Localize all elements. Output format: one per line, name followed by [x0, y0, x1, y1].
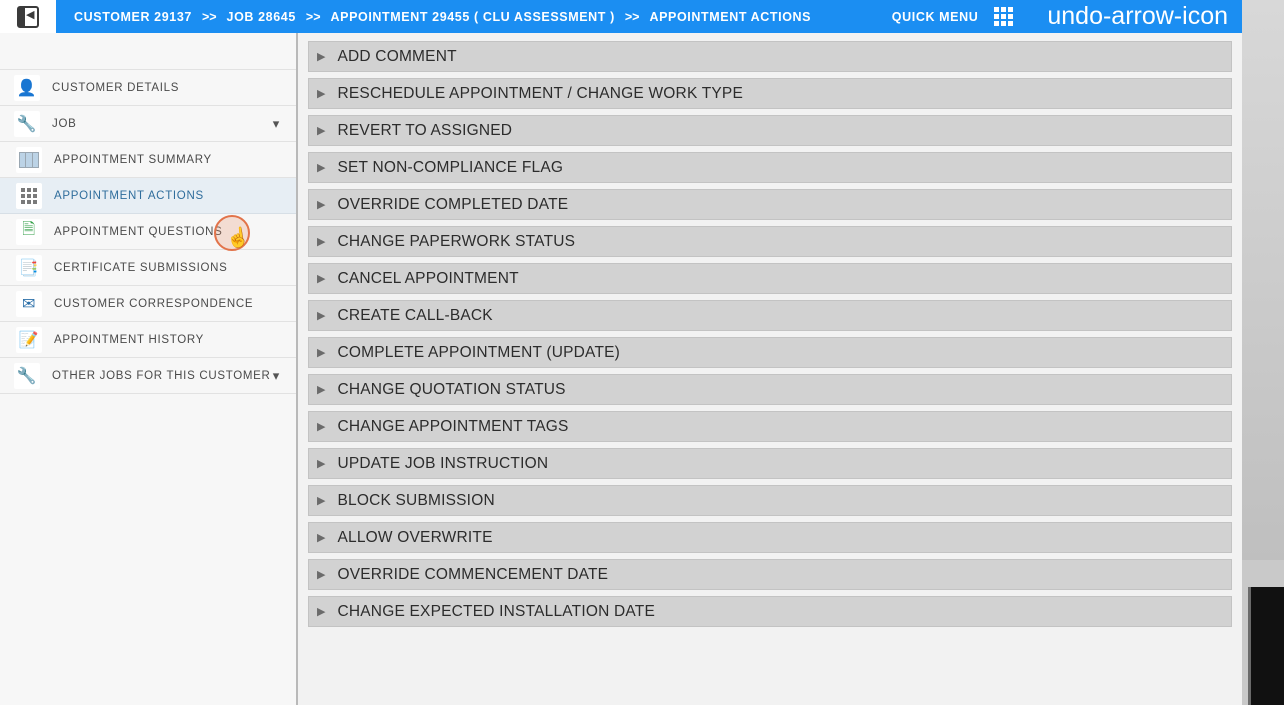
history-note-icon: 📝: [16, 327, 42, 353]
breadcrumb-separator: >>: [201, 9, 217, 24]
action-label: CANCEL APPOINTMENT: [337, 269, 519, 287]
action-label: COMPLETE APPOINTMENT (UPDATE): [337, 343, 621, 361]
breadcrumb: [56, 10, 892, 24]
action-row[interactable]: [308, 226, 1232, 257]
action-row[interactable]: [308, 411, 1232, 442]
action-row[interactable]: [308, 337, 1232, 368]
chevron-right-icon: ▶: [317, 347, 326, 359]
chevron-right-icon: ▶: [317, 606, 326, 618]
chevron-right-icon: ▶: [317, 88, 326, 100]
action-label: CREATE CALL-BACK: [337, 306, 493, 324]
action-row[interactable]: [308, 152, 1232, 183]
undo-arrow-icon[interactable]: undo-arrow-icon: [1047, 2, 1228, 30]
action-row[interactable]: [308, 374, 1232, 405]
chevron-down-icon[interactable]: ▾: [272, 367, 280, 383]
appointment-actions-list: [300, 33, 1242, 705]
breadcrumb-separator: >>: [305, 9, 321, 24]
breadcrumb-item-appointment-actions[interactable]: APPOINTMENT ACTIONS: [649, 9, 812, 24]
sidebar-item-appointment-questions[interactable]: [0, 214, 296, 250]
breadcrumb-item-job[interactable]: JOB 28645: [226, 9, 296, 24]
grid-glyph: [21, 188, 37, 204]
action-label: REVERT TO ASSIGNED: [337, 121, 513, 139]
chevron-right-icon: ▶: [317, 236, 326, 248]
chevron-right-icon: ▶: [317, 458, 326, 470]
breadcrumb-item-customer[interactable]: CUSTOMER 29137: [74, 9, 192, 24]
chevron-right-icon: ▶: [317, 273, 326, 285]
chevron-right-icon: ▶: [317, 162, 326, 174]
chevron-right-icon: ▶: [317, 569, 326, 581]
action-label: CHANGE APPOINTMENT TAGS: [337, 417, 569, 435]
action-label: OVERRIDE COMPLETED DATE: [337, 195, 569, 213]
action-row[interactable]: [308, 115, 1232, 146]
action-row[interactable]: [308, 189, 1232, 220]
edge-dark-block: [1248, 587, 1284, 705]
chevron-right-icon: ▶: [317, 51, 326, 63]
chevron-right-icon: ▶: [317, 199, 326, 211]
action-row[interactable]: [308, 522, 1232, 553]
chevron-right-icon: ▶: [317, 532, 326, 544]
certificate-icon: 📑: [16, 255, 42, 281]
action-label: BLOCK SUBMISSION: [337, 491, 495, 509]
chevron-down-icon[interactable]: ▾: [272, 115, 280, 131]
sidebar-item-label: OTHER JOBS FOR THIS CUSTOMER: [52, 369, 271, 382]
breadcrumb-item-appointment[interactable]: APPOINTMENT 29455 ( CLU ASSESSMENT ): [330, 9, 615, 24]
sidebar-item-label: CUSTOMER DETAILS: [52, 81, 180, 94]
person-icon: 👤: [14, 75, 40, 101]
action-label: CHANGE EXPECTED INSTALLATION DATE: [337, 602, 655, 620]
wrench-icon: 🔧: [14, 363, 40, 389]
columns-glyph: [19, 152, 39, 168]
chevron-right-icon: ▶: [317, 421, 326, 433]
action-label: UPDATE JOB INSTRUCTION: [337, 454, 549, 472]
action-label: CHANGE QUOTATION STATUS: [337, 380, 566, 398]
sidebar-item-certificate-submissions[interactable]: [0, 250, 296, 286]
window-right-edge: [1242, 0, 1284, 705]
action-label: RESCHEDULE APPOINTMENT / CHANGE WORK TYPE: [337, 84, 743, 102]
topbar-actions: [892, 4, 1228, 29]
sidebar-collapse-button[interactable]: [0, 0, 56, 33]
sidebar-item-label: APPOINTMENT SUMMARY: [54, 153, 212, 166]
sidebar-item-customer-correspondence[interactable]: [0, 286, 296, 322]
action-label: CHANGE PAPERWORK STATUS: [337, 232, 576, 250]
sidebar-item-appointment-actions[interactable]: [0, 178, 296, 214]
grid-menu-icon[interactable]: [994, 7, 1013, 26]
question-form-icon: 🗎: [16, 219, 42, 245]
sidebar-item-label: CUSTOMER CORRESPONDENCE: [54, 297, 254, 310]
columns-icon: [16, 147, 42, 173]
sidebar-spacer: [0, 33, 296, 70]
breadcrumb-separator: >>: [624, 9, 640, 24]
action-row[interactable]: [308, 596, 1232, 627]
action-label: ADD COMMENT: [337, 47, 457, 65]
sidebar-item-other-jobs[interactable]: [0, 358, 296, 394]
quick-menu-label[interactable]: QUICK MENU: [891, 9, 979, 24]
action-row[interactable]: [308, 263, 1232, 294]
mail-icon: ✉: [16, 291, 42, 317]
sidebar: [0, 33, 298, 705]
chevron-right-icon: ▶: [317, 384, 326, 396]
chevron-right-icon: ▶: [317, 125, 326, 137]
sidebar-item-job[interactable]: [0, 106, 296, 142]
sidebar-item-appointment-history[interactable]: [0, 322, 296, 358]
chevron-right-icon: ▶: [317, 495, 326, 507]
sidebar-item-label: APPOINTMENT ACTIONS: [54, 189, 204, 202]
sidebar-item-label: JOB: [52, 117, 77, 130]
sidebar-item-label: APPOINTMENT QUESTIONS: [54, 225, 223, 238]
action-row[interactable]: [308, 41, 1232, 72]
edge-gradient: [1242, 0, 1284, 560]
action-row[interactable]: [308, 78, 1232, 109]
panel-collapse-icon: [17, 6, 39, 28]
sidebar-item-label: CERTIFICATE SUBMISSIONS: [54, 261, 228, 274]
mouse-pointer-icon: ☝: [224, 226, 252, 251]
chevron-right-icon: ▶: [317, 310, 326, 322]
action-label: SET NON-COMPLIANCE FLAG: [337, 158, 564, 176]
action-row[interactable]: [308, 300, 1232, 331]
top-navigation-bar: [0, 0, 1242, 33]
action-row[interactable]: [308, 559, 1232, 590]
wrench-icon: 🔧: [14, 111, 40, 137]
grid-icon: [16, 183, 42, 209]
action-label: ALLOW OVERWRITE: [337, 528, 493, 546]
action-row[interactable]: [308, 448, 1232, 479]
action-label: OVERRIDE COMMENCEMENT DATE: [337, 565, 609, 583]
sidebar-item-appointment-summary[interactable]: [0, 142, 296, 178]
sidebar-item-customer-details[interactable]: [0, 70, 296, 106]
sidebar-item-label: APPOINTMENT HISTORY: [54, 333, 205, 346]
action-row[interactable]: [308, 485, 1232, 516]
